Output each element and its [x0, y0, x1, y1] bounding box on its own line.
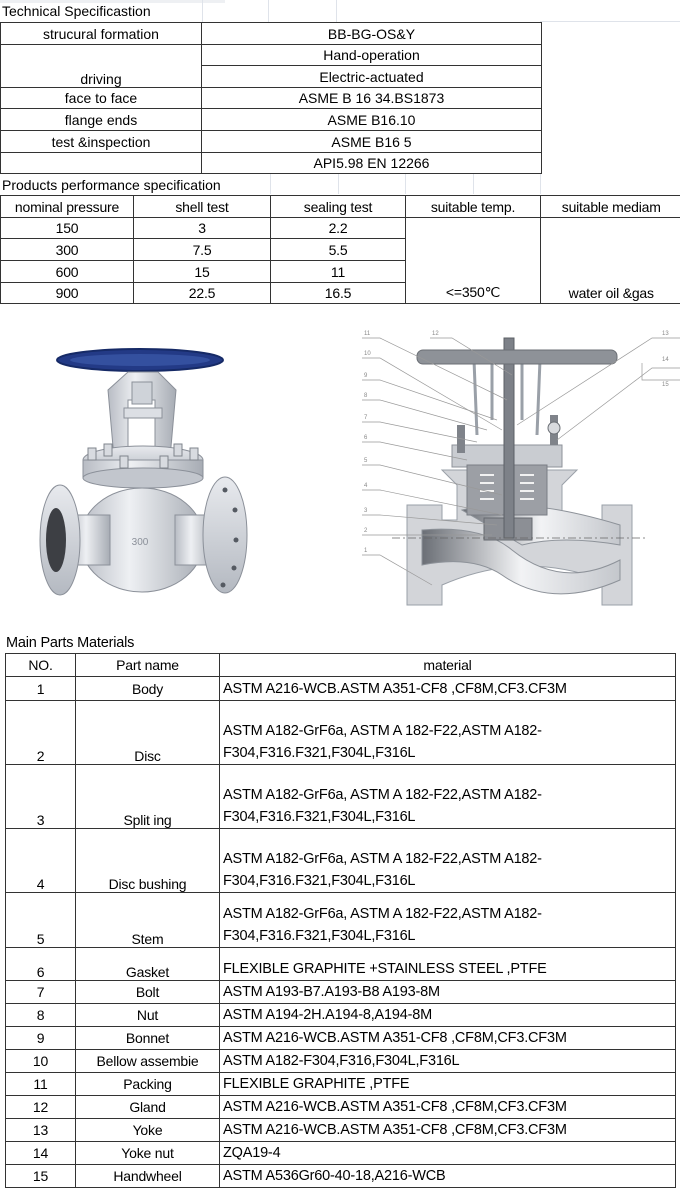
part-name: Packing	[76, 1073, 220, 1096]
spec-label: strucural formation	[1, 23, 202, 45]
parts-row	[6, 893, 676, 948]
part-name: Yoke	[76, 1119, 220, 1142]
part-name: Bellow assembie	[76, 1050, 220, 1073]
shell-test-cell: 3	[134, 218, 271, 239]
gridline	[336, 0, 337, 22]
part-name: Bonnet	[76, 1027, 220, 1050]
globe-valve-photo	[20, 340, 260, 610]
spec-row	[1, 88, 542, 109]
performance-spec-title: Products performance specification	[2, 177, 221, 193]
part-material: ASTM A216-WCB.ASTM A351-CF8 ,CF8M,CF3.CF3M	[220, 1027, 676, 1050]
spec-label	[1, 153, 202, 174]
callout-1: 1	[364, 548, 368, 554]
spec-label: flange ends	[1, 109, 202, 131]
pressure-cell: 600	[1, 261, 134, 283]
gridline	[540, 174, 541, 194]
callout-10: 10	[364, 351, 371, 357]
part-name: Stem	[76, 893, 220, 948]
parts-row	[6, 948, 676, 981]
part-no: 6	[6, 948, 76, 981]
spec-row	[1, 109, 542, 131]
part-material: FLEXIBLE GRAPHITE +STAINLESS STEEL ,PTFE	[220, 948, 676, 981]
part-material: ZQA19-4	[220, 1142, 676, 1165]
part-no: 13	[6, 1119, 76, 1142]
performance-header-row	[1, 196, 680, 218]
callout-2: 2	[364, 528, 368, 534]
callout-6: 6	[364, 435, 368, 441]
parts-row	[6, 1142, 676, 1165]
part-material: FLEXIBLE GRAPHITE ,PTFE	[220, 1073, 676, 1096]
parts-table	[5, 653, 676, 1188]
spec-label: test &inspection	[1, 131, 202, 153]
spec-value: ASME B16.10	[202, 109, 542, 131]
parts-row	[6, 1073, 676, 1096]
part-name: Disc bushing	[76, 829, 220, 893]
part-material: ASTM A216-WCB.ASTM A351-CF8 ,CF8M,CF3.CF3M	[220, 1096, 676, 1119]
gridline	[270, 174, 271, 194]
part-material: ASTM A182-GrF6a, ASTM A 182-F22,ASTM A182-F304,F316.F321,F304L,F316L	[220, 829, 676, 893]
header-no: NO.	[6, 654, 76, 677]
part-material: ASTM A194-2H.A194-8,A194-8M	[220, 1004, 676, 1027]
pressure-cell: 300	[1, 239, 134, 261]
part-no: 9	[6, 1027, 76, 1050]
spec-row	[1, 23, 542, 45]
part-no: 5	[6, 893, 76, 948]
part-no: 1	[6, 677, 76, 701]
part-material: ASTM A216-WCB.ASTM A351-CF8 ,CF8M,CF3.CF3M	[220, 1119, 676, 1142]
shell-test-cell: 7.5	[134, 239, 271, 261]
part-material: ASTM A182-GrF6a, ASTM A 182-F22,ASTM A182-F304,F316.F321,F304L,F316L	[220, 765, 676, 829]
spec-label-driving: driving	[1, 45, 202, 88]
parts-row	[6, 829, 676, 893]
part-name: Nut	[76, 1004, 220, 1027]
part-material: ASTM A536Gr60-40-18,A216-WCB	[220, 1165, 676, 1188]
spec-label: face to face	[1, 88, 202, 109]
header-nominal-pressure: nominal pressure	[1, 196, 134, 218]
spec-row	[1, 45, 542, 66]
callout-3: 3	[364, 508, 368, 514]
parts-row	[6, 1119, 676, 1142]
part-material: ASTM A216-WCB.ASTM A351-CF8 ,CF8M,CF3.CF3M	[220, 677, 676, 701]
gridline	[473, 174, 474, 194]
parts-row	[6, 765, 676, 829]
callout-8: 8	[364, 393, 368, 399]
casting-mark: 300	[131, 537, 149, 548]
part-material: ASTM A182-GrF6a, ASTM A 182-F22,ASTM A182-F304,F316.F321,F304L,F316L	[220, 893, 676, 948]
callout-14: 14	[662, 357, 669, 363]
spec-value: Hand-operation	[202, 45, 542, 66]
sealing-test-cell: 5.5	[271, 239, 406, 261]
callout-15: 15	[662, 382, 669, 388]
technical-spec-table	[0, 22, 542, 174]
parts-row	[6, 981, 676, 1004]
part-material: ASTM A193-B7.A193-B8 A193-8M	[220, 981, 676, 1004]
parts-row	[6, 701, 676, 765]
part-no: 3	[6, 765, 76, 829]
part-name: Handwheel	[76, 1165, 220, 1188]
header-material: material	[220, 654, 676, 677]
part-name: Body	[76, 677, 220, 701]
part-material: ASTM A182-F304,F316,F304L,F316L	[220, 1050, 676, 1073]
part-name: Gasket	[76, 948, 220, 981]
parts-row	[6, 1096, 676, 1119]
technical-spec-title: Technical Specificastion	[2, 3, 151, 19]
part-no: 15	[6, 1165, 76, 1188]
suitable-medium-cell: water oil &gas	[541, 218, 680, 304]
part-material: ASTM A182-GrF6a, ASTM A 182-F22,ASTM A182-F304,F316.F321,F304L,F316L	[220, 701, 676, 765]
parts-row	[6, 1027, 676, 1050]
part-no: 12	[6, 1096, 76, 1119]
gridline	[338, 174, 339, 194]
globe-valve-cross-section	[362, 320, 680, 620]
gridline	[405, 174, 406, 194]
parts-row	[6, 1004, 676, 1027]
header-suitable-temp: suitable temp.	[406, 196, 541, 218]
sealing-test-cell: 11	[271, 261, 406, 283]
shell-test-cell: 15	[134, 261, 271, 283]
callout-12: 12	[432, 331, 439, 337]
part-no: 8	[6, 1004, 76, 1027]
spec-value: Electric-actuated	[202, 66, 542, 88]
callout-9: 9	[364, 373, 368, 379]
performance-row	[1, 218, 680, 239]
part-no: 14	[6, 1142, 76, 1165]
pressure-cell: 150	[1, 218, 134, 239]
part-no: 7	[6, 981, 76, 1004]
parts-header-row	[6, 654, 676, 677]
spec-value: BB-BG-OS&Y	[202, 23, 542, 45]
part-no: 4	[6, 829, 76, 893]
parts-title: Main Parts Materials	[6, 635, 135, 651]
sealing-test-cell: 2.2	[271, 218, 406, 239]
parts-row	[6, 1050, 676, 1073]
performance-table	[0, 195, 680, 304]
spec-value: ASME B 16 34.BS1873	[202, 88, 542, 109]
callout-4: 4	[364, 483, 368, 489]
callout-13: 13	[662, 331, 669, 337]
part-name: Bolt	[76, 981, 220, 1004]
part-name: Yoke nut	[76, 1142, 220, 1165]
gridline	[202, 0, 203, 22]
gridline	[268, 0, 269, 22]
part-name: Gland	[76, 1096, 220, 1119]
callout-7: 7	[364, 415, 368, 421]
suitable-temp-cell: <=350℃	[406, 218, 541, 304]
gridline	[540, 21, 680, 22]
callout-11: 11	[364, 331, 371, 337]
part-no: 10	[6, 1050, 76, 1073]
pressure-cell: 900	[1, 283, 134, 304]
callout-5: 5	[364, 458, 368, 464]
part-no: 2	[6, 701, 76, 765]
sealing-test-cell: 16.5	[271, 283, 406, 304]
part-name: Split ing	[76, 765, 220, 829]
shell-test-cell: 22.5	[134, 283, 271, 304]
parts-row	[6, 677, 676, 701]
header-suitable-medium: suitable mediam	[541, 196, 680, 218]
spec-row	[1, 153, 542, 174]
header-part-name: Part name	[76, 654, 220, 677]
spec-value: API5.98 EN 12266	[202, 153, 542, 174]
parts-row	[6, 1165, 676, 1188]
header-shell-test: shell test	[134, 196, 271, 218]
header-sealing-test: sealing test	[271, 196, 406, 218]
part-name: Disc	[76, 701, 220, 765]
part-no: 11	[6, 1073, 76, 1096]
spec-row	[1, 131, 542, 153]
spec-value: ASME B16 5	[202, 131, 542, 153]
